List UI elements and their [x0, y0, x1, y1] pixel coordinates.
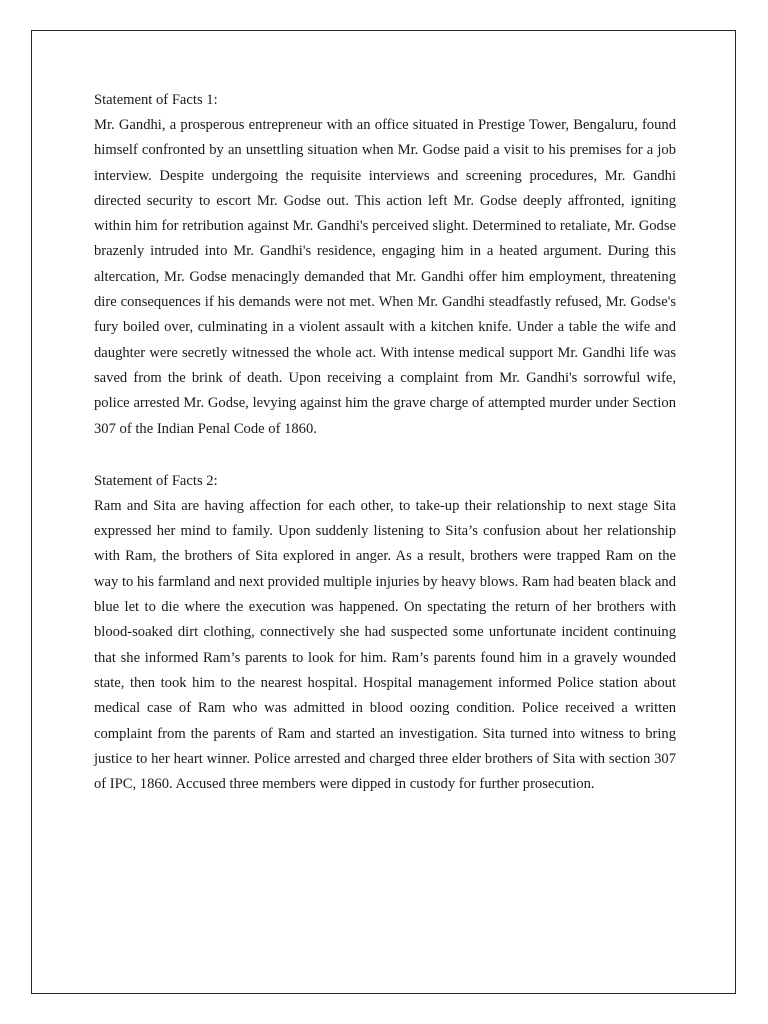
statement-of-facts-1 — [94, 87, 676, 442]
section-body: Ram and Sita are having affection for each other, to take-up their relationship to next stage Sita expressed her mind to family. Upon suddenly listening to Sita’s confusion about her relationship with Ram, the brothers of Sita explored in anger. As a result, brothers were trapped Ram on the way to his farmland and next provided multiple injuries by heavy blows. Ram had beaten black and blue let to die where the execution was happened. On spectating the return of her brothers with blood-soaked dirt clothing, connectively she had suspected some unfortunate incident continuing that she informed Ram’s parents to look for him. Ram’s parents found him in a gravely wounded state, then took him to the nearest hospital. Hospital management informed Police station about medical case of Ram who was admitted in blood oozing condition. Police received a written complaint from the parents of Ram and started an investigation. Sita turned into witness to bring justice to her heart winner. Police arrested and charged three elder brothers of Sita with section 307 of IPC, 1860. Accused three members were dipped in custody for further prosecution. — [94, 497, 676, 793]
statement-of-facts-2 — [94, 468, 676, 798]
section-heading: Statement of Facts 2: — [94, 472, 218, 489]
section-heading: Statement of Facts 1: — [94, 92, 218, 108]
section-body: Mr. Gandhi, a prosperous entrepreneur with an office situated in Prestige Tower, Bengaluru, found himself confronted by an unsettling situation when Mr. Godse paid a visit to his premises for a job interview. Despite undergoing the requisite interviews and screening procedures, Mr. Gandhi directed security to escort Mr. Godse out. This action left Mr. Godse deeply affronted, igniting within him for retribution against Mr. Gandhi's perceived slight. Determined to retaliate, Mr. Godse brazenly intruded into Mr. Gandhi's residence, engaging him in a heated argument. During this altercation, Mr. Godse menacingly demanded that Mr. Gandhi offer him employment, threatening dire consequences if his demands were not met. When Mr. Gandhi steadfastly refused, Mr. Godse's fury boiled over, culminating in a violent assault with a kitchen knife. Under a table the wife and daughter were secretly witnessed the whole act. With intense medical support Mr. Gandhi life was saved from the brink of death. Upon receiving a complaint from Mr. Gandhi's sorrowful wife, police arrested Mr. Godse, levying against him the grave charge of attempted murder under Section 307 of the Indian Penal Code of 1860. — [94, 117, 676, 437]
document-content — [94, 47, 676, 797]
document-page — [31, 30, 736, 994]
